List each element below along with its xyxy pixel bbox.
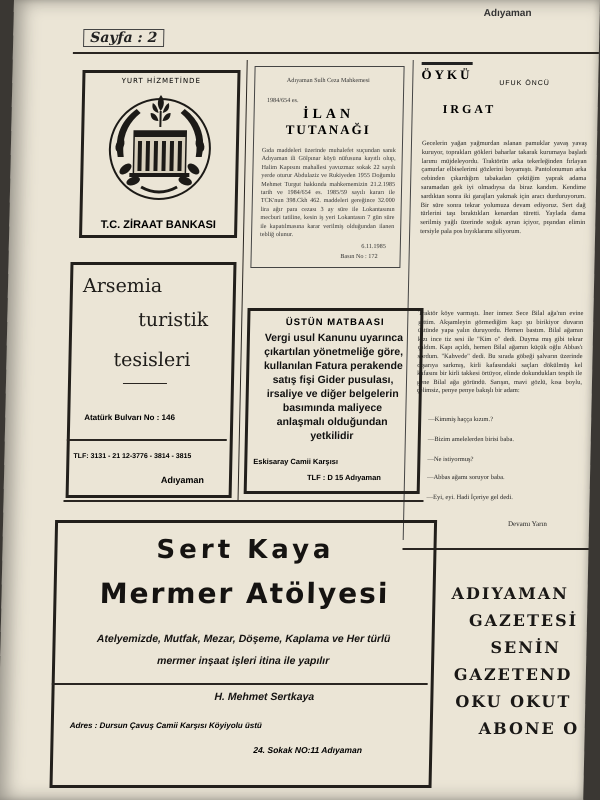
- page-number: [83, 30, 164, 46]
- sert-kaya-ad: [49, 520, 437, 788]
- matbaa-address: Eskisaray Camii Karşısı: [253, 457, 339, 466]
- oyku-dialog-1: —Kimmiş haçça kızım.?: [428, 416, 494, 423]
- oyku-column: [403, 60, 594, 540]
- oyku-title: IRGAT: [442, 102, 497, 116]
- matbaa-line: yetkilidir: [310, 430, 354, 442]
- arsemia-city: Adıyaman: [160, 475, 205, 485]
- ilan-tutanagi-notice: [250, 66, 404, 268]
- ilan-title: İLAN: [302, 107, 355, 122]
- section-rule: [63, 500, 423, 502]
- gazete-line: GAZETEND: [453, 665, 573, 684]
- gazete-line: GAZETESİ: [468, 611, 579, 630]
- ziraat-logo-icon: [101, 87, 219, 205]
- arsemia-address: Atatürk Bulvarı No : 146: [84, 413, 176, 422]
- arsemia-divider: [123, 383, 167, 384]
- oyku-dialog-3: —Ne istiyormuş?: [427, 456, 474, 463]
- matbaa-phone: TLF : D 15 Adıyaman: [306, 473, 381, 482]
- oyku-author: UFUK ÖNCÜ: [499, 80, 550, 87]
- matbaa-name: ÜSTÜN MATBAASI: [285, 317, 385, 328]
- matbaa-body: [252, 331, 414, 443]
- oyku-continued: Devamı Yarın: [507, 520, 547, 528]
- ilan-date: 6.11.1985: [361, 243, 386, 250]
- ilan-body: Gıda maddeleri üzerinde muhalefet suçundan sanık Adıyaman ili Gölpınar köyü nüfusuna kayıtlı olup, Halim Kapısını mahallesi yavuzmaz sokak 22 sayılı yerde oturur Abdulaziz ve Rukiyeden 1955 Doğumlu Mehmet Turgut hakkında mahkememizin 21.2.1985 tarih ve 1984/654 es. 1985/59 sayılı kararı ile TCK'nun 398.Ckh 462. maddeleri gereğince 32.000 lira ağır para cezası 3 ay süre ile Lokantasının mecburi tatiline, kesin iş yeri Lokantasın 7 gün süre ile kapatılmasına karar verilmiş olduğundan ilanen tebliğ olunur.: [260, 147, 396, 239]
- oyku-label: ÖYKÜ: [421, 62, 472, 83]
- oyku-dialog-5: —Eyi, eyi. Hadi İçeriye gel dedi.: [426, 494, 513, 501]
- sert-kaya-address-2: 24. Sokak NO:11 Adıyaman: [253, 745, 363, 755]
- oyku-paragraph-2: Traktör köye varmıştı. İner inmez Sece Bilal ağa'nın evine gittim. Akşamleyin görmediğim kaçı şu birikiyor duvarın üstünde yapa yalın duruyordu. Hemen bastım. Bilal ağamın kızı ince tiz sesi ile "Kim o" dedi. Duyma mış gibi tekrar çaldım. Kapı açıldı, hemen Bilal ağamın küçük oğlu Abbas'ı sordum. "Kahvede" dedi. Bu sırada göbeği şalvarın üzerinde dışarıya sarkmış, kirli kafasındaki saçları dökülmüş kel kafasını bir kirli takkesi örtüyor, elinde dokundukları tespih ile gene Bilal ağa göründü. Sarışın, mavi gözlü, kısa boylu, çelimsiz, penye penye bakışlı bir adam:: [416, 310, 584, 395]
- sert-kaya-rule: [52, 683, 428, 685]
- ilan-court: Adıyaman Sulh Ceza Mahkemesi: [286, 77, 370, 84]
- oyku-paragraph-1: Gecelerin yağan yağmurdan ıslanan pamuklar yavaş yavaş kuruyor, toprakları gökleri baharlar takarak kurumaya başladı larımı müjdeleyordu. Traktörün arka tekerleğinden fırlayan çamurlar elbiselerimi gözlerini boyamıştı. Pantolonumun arka cebinden çıkardığım tabakadan çektiğim yaprak adama saramadan gek iyi olmadıysa da biraz kandım. Kendime sardıktan sonra iki garajları yakmak için aracı durduruyorum. Bir süre sonra tekrar yolumuza devam ediyoruz. Sert dağ türlerini taşı bıraktıkları kenardan türetti. Yaylada dama serilmiş yağlı üzerinde soğuk ayran içiyor, pışından elimin tersiyle pala pos bıyıklarımı siliyorum.: [420, 140, 588, 235]
- arsemia-line-1: Arsemia: [82, 275, 163, 297]
- matbaa-line: satış fişi Gider pusulası,: [272, 374, 394, 386]
- oyku-dialog-2: —Bizim amelelerden birisi baba.: [427, 436, 515, 443]
- masthead-name: Adıyaman: [483, 8, 532, 19]
- gazete-line: ADIYAMAN: [451, 584, 570, 603]
- ziraat-slogan: YURT HİZMETİNDE: [121, 77, 201, 85]
- ziraat-bank-ad: [79, 70, 241, 238]
- sert-kaya-desc-1: Atelyemizde, Mutfak, Mezar, Döşeme, Kaplama ve Her türlü: [96, 633, 391, 645]
- matbaa-line: kullanılan Fatura perakende: [263, 360, 403, 372]
- sert-kaya-name: Sert Kaya: [156, 535, 335, 565]
- ustun-matbaasi-ad: [244, 308, 424, 494]
- sert-kaya-address: Adres : Dursun Çavuş Camii Karşısı Köyiyolu üstü: [69, 721, 262, 730]
- arsemia-phone: TLF: 3131 - 21 12-3776 - 3814 - 3815: [73, 453, 192, 460]
- sert-kaya-desc-2: mermer inşaat işleri itina ile yapılır: [156, 655, 330, 667]
- ziraat-bank-name: T.C. ZİRAAT BANKASI: [100, 219, 217, 231]
- page-number-label: Sayfa : 2: [83, 29, 164, 47]
- gazete-subscribe-ad: [449, 584, 600, 738]
- sert-kaya-owner: H. Mehmet Sertkaya: [214, 691, 315, 703]
- arsemia-ad: [66, 262, 237, 498]
- oyku-dialog-4: —Abbas ağamı soruyor baba.: [426, 474, 505, 481]
- matbaa-line: Vergi usul Kanunu uyarınca: [264, 332, 404, 344]
- sert-kaya-subtitle: Mermer Atölyesi: [99, 577, 390, 610]
- ilan-file-no: 1984/654 es.: [266, 97, 299, 104]
- gazete-line: ABONE O: [478, 719, 580, 738]
- matbaa-line: basımında maliyece: [282, 402, 383, 414]
- arsemia-line-2: turistik: [138, 309, 209, 331]
- ilan-basin-no: Basın No : 172: [340, 253, 378, 260]
- matbaa-line: çıkartılan yönetmeliğe göre,: [264, 346, 404, 358]
- matbaa-line: anlaşmalı olduğundan: [276, 416, 388, 428]
- gazete-line: SENİN: [490, 638, 562, 657]
- ilan-subtitle: TUTANAĞI: [285, 122, 371, 137]
- header-rule: [73, 52, 600, 54]
- arsemia-rule: [67, 439, 227, 441]
- arsemia-line-3: tesisleri: [113, 349, 191, 371]
- gazete-line: OKU OKUT: [455, 692, 572, 711]
- matbaa-line: irsaliye ve diğer belgelerin: [266, 388, 399, 400]
